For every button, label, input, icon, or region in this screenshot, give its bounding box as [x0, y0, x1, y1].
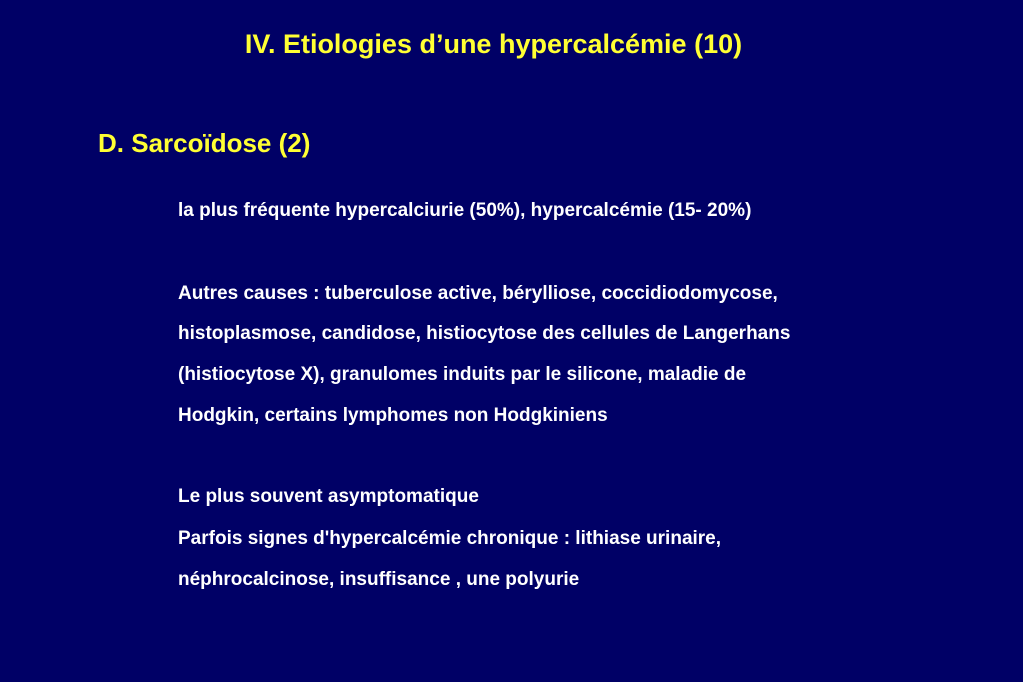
body-line-other-causes-3: (histiocytose X), granulomes induits par le silicone, maladie de [178, 364, 747, 385]
section-heading: D. Sarcoïdose (2) [98, 128, 311, 158]
body-line-asymptomatic: Le plus souvent asymptomatique [178, 486, 479, 507]
body-line-signs-1: Parfois signes d'hypercalcémie chronique : lithiase urinaire, [178, 528, 722, 549]
body-line-frequency: la plus fréquente hypercalciurie (50%), hypercalcémie (15- 20%) [178, 200, 752, 221]
body-line-other-causes-4: Hodgkin, certains lymphomes non Hodgkiniens [178, 405, 608, 426]
body-line-signs-2: néphrocalcinose, insuffisance , une polyurie [178, 569, 580, 590]
body-line-other-causes-1: Autres causes : tuberculose active, bérylliose, coccidiodomycose, [178, 283, 778, 304]
slide-title: IV. Etiologies d’une hypercalcémie (10) [244, 29, 743, 59]
body-line-other-causes-2: histoplasmose, candidose, histiocytose des cellules de Langerhans [178, 323, 791, 344]
